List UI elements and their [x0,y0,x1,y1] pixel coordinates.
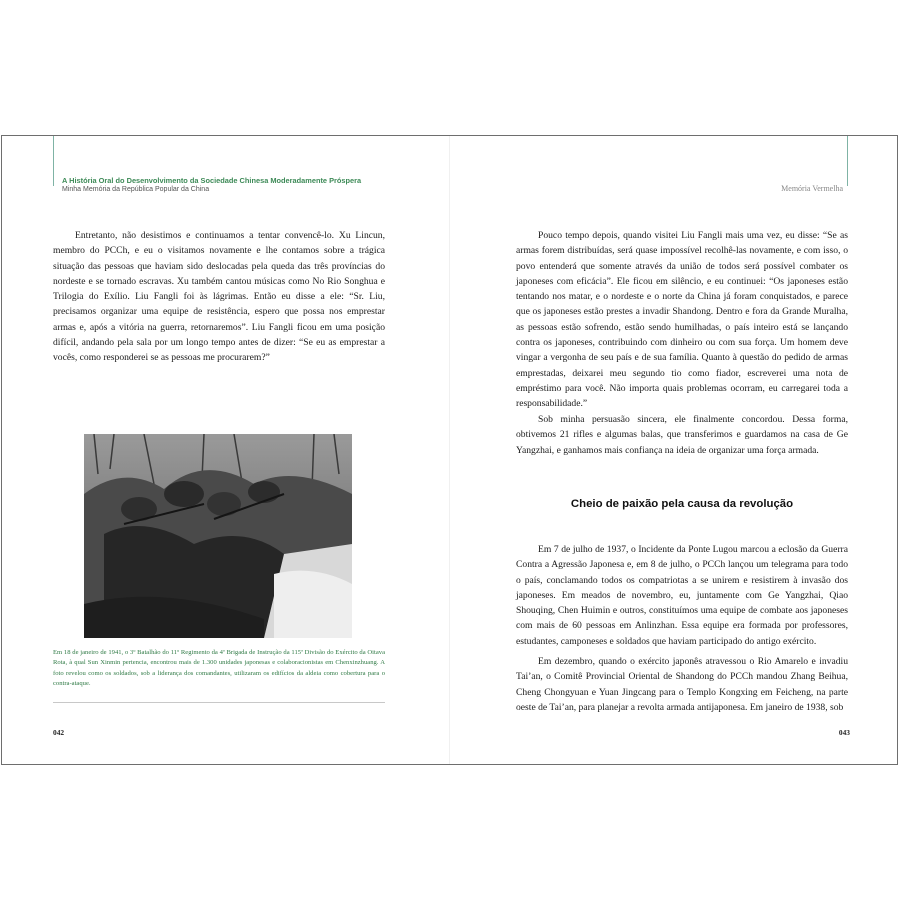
right-paragraph-1: Pouco tempo depois, quando visitei Liu Fangli mais uma vez, eu disse: “Se as armas forem distribuídas, será quase impossível recolhê-las novamente, e com isso, o povo entenderá que somente através da união de todos será possível combater os japoneses com eficácia”. Ele ficou em silêncio, e eu continuei: “Os japoneses estão tentando nos matar, e o nordeste e o norte da China já foram conquistados, e parece que os japoneses estão prestes a invadir Shandong. Dentro e fora da Grande Muralha, as pessoas estão sofrendo, estão sendo humilhadas, o país inteiro está se lançando contra os japoneses, contribuindo com dinheiro ou com sua força. Um homem deve vingar a vergonha de seu país e de sua família. Quanto à questão do pedido de armas emprestadas, deixarei meu segundo tio como fiador, escreverei uma nota de empréstimo para você. Não importa quais problemas ocorram, eu carregarei toda a responsabilidade.” [516,230,848,410]
section-heading: Cheio de paixão pela causa da revolução [570,498,794,510]
left-header-rule [53,136,54,186]
left-paragraph-1: Entretanto, não desistimos e continuamos a tentar convencê-lo. Xu Lincun, membro do PCCh, e eu o visitamos novamente e lhe contamos sobre a trágica situação das pessoas que haviam sido deslocadas pela queda das três províncias do nordeste e se tornado escravas. Xu também cantou músicas como No Rio Songhua e Trilogia do Exílio. Liu Fangli foi às lágrimas. Então eu disse a ele: “Sr. Liu, precisamos organizar uma equipe de resistência, espero que possa nos emprestar armas e, após a vitória na guerra, retornaremos”. Liu Fangli ficou em uma posição difícil, andando pela sala por um longo tempo antes de dizer: “Se eu as emprestar a vocês, como responderei se as pessoas me procurarem?” [53,230,385,364]
running-header-right: Memória Vermelha [781,184,843,193]
right-paragraph-3: Em 7 de julho de 1937, o Incidente da Ponte Lugou marcou a eclosão da Guerra Contra a Agressão Japonesa e, em 8 de julho, o PCCh lançou um telegrama para todo o país, conclamando todos os compatriotas a se unirem e resistirem à invasão dos japoneses. Em meados de novembro, eu, juntamente com Ge Yangzhai, Qiao Shouqing, Chen Huimin e outros, constituímos uma equipe de combate aos japoneses com mais de 60 pessoas em Anlinzhan. Essa equipe era formada por professores, estudantes, camponeses e soldados que haviam participado do antigo exército. [516,544,848,647]
right-paragraph-4: Em dezembro, quando o exército japonês atravessou o Rio Amarelo e invadiu Tai’an, o Comitê Provincial Oriental de Shandong do PCCh mandou Zhang Beihua, Cheng Chongyuan e Yuan Jingcang para o Templo Kongxing em Feicheng, na parte oeste de Tai’an, para planejar a revolta armada antijaponesa. Em janeiro de 1938, sob [516,656,848,713]
page-gutter [449,136,450,764]
soldiers-photo-image [84,434,352,638]
page-number-left: 042 [53,728,65,737]
running-header-subtitle: Minha Memória da República Popular da China [62,186,210,193]
right-paragraph-2: Sob minha persuasão sincera, ele finalmente concordou. Dessa forma, obtivemos 21 rifles e algumas balas, que transferimos e guardamos na casa de Ge Yangzhai, e ganhamos mais confiança na ideia de organizar uma força armada. [516,414,848,456]
right-header-rule [847,136,848,186]
running-header-title: A História Oral do Desenvolvimento da Sociedade Chinesa Moderadamente Próspera [62,176,362,185]
caption-divider [53,702,385,703]
page-number-right: 043 [838,728,850,737]
historical-photo [84,434,352,638]
photo-caption: Em 18 de janeiro de 1941, o 3º Batalhão do 11º Regimento da 4ª Brigada de Instrução da 115ª Divisão do Exército da Oitava Rota, à qual Sun Xinmin pertencia, encontrou mais de 1.300 unidades japonesas e colaboracionistas em Chenxinzhuang. A foto revelou como os soldados, sob a liderança dos comandantes, utilizaram os edifícios da aldeia como cobertura para o contra-ataque. [53,649,385,687]
